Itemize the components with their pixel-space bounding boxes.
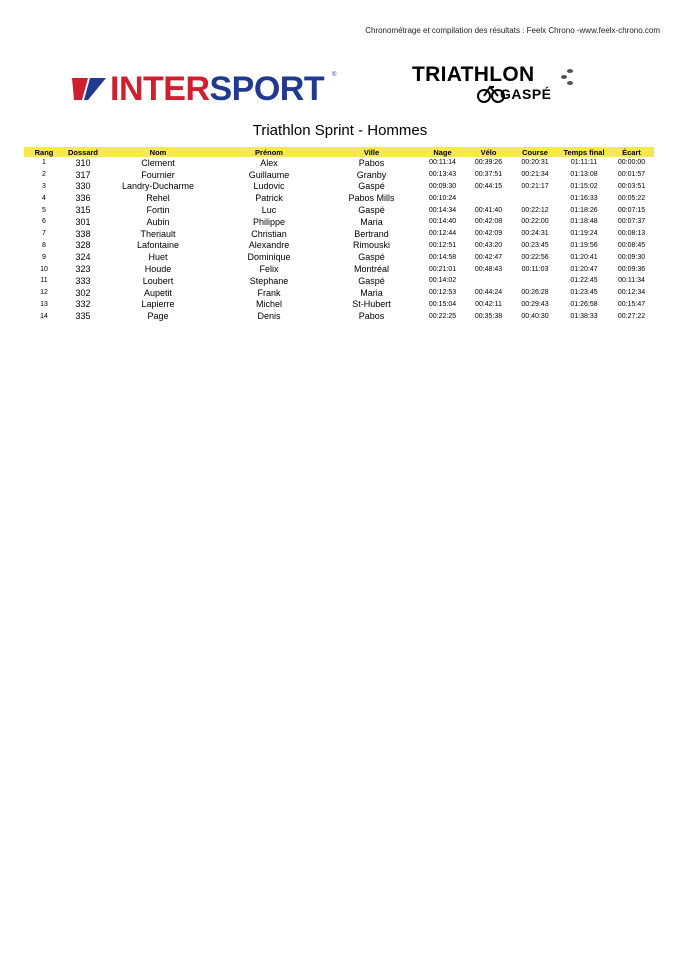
- table-cell: 00:26:28: [521, 289, 549, 297]
- table-cell: 00:21:01: [428, 265, 457, 273]
- table-cell: 00:15:04: [428, 300, 457, 308]
- table-cell: 00:11:14: [429, 159, 456, 167]
- table-cell: Aupetit: [143, 287, 173, 298]
- table-cell: 14: [40, 312, 48, 320]
- table-cell: 5: [42, 206, 46, 214]
- table-row: [24, 251, 654, 263]
- table-cell: 328: [75, 240, 91, 251]
- column-header: Course: [511, 147, 559, 157]
- table-cell: 00:22:25: [428, 312, 457, 320]
- table-cell: Gaspé: [358, 275, 385, 286]
- table-cell: 00:08:45: [617, 241, 646, 249]
- column-header: Dossard: [64, 147, 102, 157]
- table-row: [24, 228, 654, 240]
- table-cell: Luc: [261, 205, 277, 216]
- column-header: Prénom: [214, 147, 324, 157]
- table-body: [24, 157, 654, 322]
- table-row: [24, 310, 654, 322]
- table-cell: 335: [75, 311, 91, 322]
- table-cell: 00:22:56: [521, 253, 549, 261]
- table-cell: Granby: [356, 169, 387, 180]
- table-cell: Bertrand: [354, 228, 389, 239]
- results-credit: Chronométrage et compilation des résultats : Feelx Chrono -www.feelx-chrono.com: [365, 26, 660, 35]
- table-cell: 4: [42, 194, 46, 202]
- table-row: [24, 240, 654, 252]
- table-cell: 00:09:30: [617, 253, 646, 261]
- table-cell: Lapierre: [141, 299, 175, 310]
- table-cell: 00:22:00: [521, 218, 549, 226]
- table-cell: Ludovic: [253, 181, 285, 192]
- table-cell: 01:11:11: [570, 159, 598, 167]
- table-cell: 01:19:56: [570, 241, 598, 249]
- table-cell: 00:29:43: [521, 300, 549, 308]
- table-row: [24, 299, 654, 311]
- table-cell: Landry-Ducharme: [121, 181, 195, 192]
- intersport-swoosh-icon: [70, 72, 108, 104]
- table-cell: Guillaume: [248, 169, 290, 180]
- table-cell: 00:27:22: [617, 312, 646, 320]
- table-cell: 00:42:08: [474, 218, 503, 226]
- table-cell: 00:22:12: [521, 206, 549, 214]
- table-cell: Frank: [257, 287, 281, 298]
- table-cell: St-Hubert: [352, 299, 391, 310]
- table-cell: 338: [75, 228, 91, 239]
- column-header: Écart: [609, 147, 654, 157]
- table-cell: 9: [42, 253, 46, 261]
- table-cell: 01:20:41: [570, 253, 598, 261]
- table-cell: Alex: [260, 157, 278, 168]
- table-cell: Rehel: [146, 193, 170, 204]
- table-cell: 00:41:40: [474, 206, 503, 214]
- table-cell: 01:18:26: [570, 206, 598, 214]
- table-cell: Clement: [141, 157, 175, 168]
- table-cell: 00:42:47: [474, 253, 503, 261]
- table-cell: 00:15:47: [617, 300, 646, 308]
- column-header: Nom: [102, 147, 214, 157]
- table-row: [24, 275, 654, 287]
- table-cell: 00:07:15: [617, 206, 646, 214]
- table-cell: Dominique: [247, 252, 291, 263]
- table-cell: [466, 192, 511, 204]
- table-cell: 317: [75, 169, 91, 180]
- table-cell: 01:13:08: [570, 171, 598, 179]
- table-cell: 00:40:30: [521, 312, 549, 320]
- table-cell: 00:13:43: [428, 171, 457, 179]
- table-cell: 00:12:44: [428, 230, 457, 238]
- table-cell: Huet: [148, 252, 168, 263]
- table-cell: 315: [75, 205, 91, 216]
- table-header-row: [24, 147, 654, 157]
- table-cell: Fortin: [146, 205, 170, 216]
- table-cell: 11: [40, 277, 48, 285]
- table-cell: 336: [75, 193, 91, 204]
- column-header: Ville: [324, 147, 419, 157]
- table-cell: 00:14:34: [428, 206, 457, 214]
- table-cell: 01:16:33: [570, 194, 598, 202]
- table-cell: 1: [42, 159, 46, 167]
- table-cell: 00:39:26: [474, 159, 503, 167]
- table-cell: 00:11:34: [618, 277, 645, 285]
- table-cell: 00:23:45: [521, 241, 549, 249]
- column-header: Rang: [24, 147, 64, 157]
- table-cell: 12: [40, 289, 48, 297]
- table-cell: 3: [42, 182, 46, 190]
- results-table: [24, 147, 654, 322]
- column-header: Temps final: [559, 147, 609, 157]
- table-cell: 7: [42, 230, 46, 238]
- table-cell: 01:19:24: [570, 230, 598, 238]
- table-cell: Patrick: [255, 193, 283, 204]
- page-title: Triathlon Sprint - Hommes: [252, 122, 428, 139]
- table-cell: 01:26:58: [570, 300, 598, 308]
- table-cell: Pabos: [358, 311, 385, 322]
- bicycle-icon: [476, 81, 506, 105]
- table-cell: 00:21:17: [521, 182, 549, 190]
- table-cell: Maria: [360, 216, 383, 227]
- table-cell: 00:14:02: [428, 277, 457, 285]
- table-cell: Houde: [144, 264, 172, 275]
- table-row: [24, 181, 654, 193]
- table-cell: 00:42:11: [475, 300, 502, 308]
- table-row: [24, 287, 654, 299]
- table-cell: 00:00:00: [617, 159, 646, 167]
- table-row: [24, 157, 654, 169]
- triathlon-wordmark: TRIATHLON: [412, 63, 535, 86]
- column-header: Nage: [419, 147, 466, 157]
- table-cell: 00:01:57: [617, 171, 646, 179]
- table-cell: 332: [75, 299, 91, 310]
- table-cell: 00:07:37: [617, 218, 646, 226]
- footprints-icon: [558, 67, 578, 89]
- table-cell: 301: [75, 216, 91, 227]
- intersport-wordmark: INTERSPORT: [110, 70, 325, 108]
- table-cell: Montréal: [353, 264, 389, 275]
- table-cell: Gaspé: [358, 205, 385, 216]
- registered-mark: ®: [332, 72, 337, 78]
- table-cell: 01:20:47: [570, 265, 598, 273]
- table-cell: 00:11:03: [521, 265, 549, 273]
- table-cell: Rimouski: [352, 240, 390, 251]
- table-cell: 00:35:38: [474, 312, 503, 320]
- table-cell: 310: [75, 157, 91, 168]
- table-cell: 00:03:51: [617, 182, 646, 190]
- table-cell: Pabos Mills: [348, 193, 395, 204]
- table-cell: 01:22:45: [570, 277, 598, 285]
- table-cell: 00:12:34: [617, 289, 646, 297]
- intersport-logo: [70, 70, 340, 108]
- table-cell: 01:23:45: [570, 289, 598, 297]
- table-cell: 00:12:51: [428, 241, 457, 249]
- table-cell: [511, 275, 559, 287]
- table-cell: 6: [42, 218, 46, 226]
- table-cell: Aubin: [146, 216, 170, 227]
- table-cell: Loubert: [142, 275, 174, 286]
- table-cell: 302: [75, 287, 91, 298]
- table-cell: 2: [42, 171, 46, 179]
- table-cell: 10: [40, 265, 48, 273]
- table-cell: 323: [75, 264, 91, 275]
- table-cell: 00:09:30: [428, 182, 457, 190]
- table-cell: 00:12:53: [428, 289, 457, 297]
- table-cell: Michel: [255, 299, 282, 310]
- table-cell: 324: [75, 252, 91, 263]
- table-cell: 00:44:24: [474, 289, 503, 297]
- table-cell: Christian: [251, 228, 287, 239]
- table-cell: [511, 192, 559, 204]
- table-cell: Pabos: [358, 157, 385, 168]
- table-row: [24, 169, 654, 181]
- table-cell: 01:38:33: [570, 312, 598, 320]
- table-cell: Fournier: [141, 169, 175, 180]
- table-cell: 00:24:31: [521, 230, 549, 238]
- table-cell: 8: [42, 241, 46, 249]
- table-cell: 00:37:51: [474, 171, 503, 179]
- triathlon-gaspe-logo: [412, 63, 582, 111]
- table-cell: 00:14:58: [428, 253, 457, 261]
- table-cell: 00:08:13: [617, 230, 646, 238]
- table-cell: Theriault: [140, 228, 176, 239]
- table-cell: 00:10:24: [428, 194, 457, 202]
- table-cell: 00:43:20: [474, 241, 503, 249]
- table-cell: 333: [75, 275, 91, 286]
- table-cell: 00:48:43: [474, 265, 503, 273]
- table-cell: 00:20:31: [521, 159, 549, 167]
- table-cell: [466, 275, 511, 287]
- table-cell: 00:42:09: [474, 230, 503, 238]
- table-row: [24, 192, 654, 204]
- table-row: [24, 263, 654, 275]
- table-cell: Stephane: [249, 275, 289, 286]
- table-cell: Alexandre: [248, 240, 290, 251]
- table-cell: 330: [75, 181, 91, 192]
- table-cell: Felix: [259, 264, 279, 275]
- gaspe-wordmark: GASPÉ: [500, 86, 552, 102]
- table-cell: Philippe: [252, 216, 286, 227]
- table-cell: Gaspé: [358, 181, 385, 192]
- table-cell: Denis: [257, 311, 281, 322]
- table-cell: 00:44:15: [474, 182, 503, 190]
- table-cell: 00:14:40: [428, 218, 457, 226]
- table-cell: 00:05:22: [617, 194, 646, 202]
- table-cell: Lafontaine: [136, 240, 180, 251]
- table-cell: Gaspé: [358, 252, 385, 263]
- table-cell: Page: [147, 311, 169, 322]
- column-header: Vélo: [466, 147, 511, 157]
- table-cell: 00:21:34: [521, 171, 549, 179]
- table-cell: 01:18:48: [570, 218, 598, 226]
- table-row: [24, 216, 654, 228]
- table-cell: 13: [40, 300, 48, 308]
- table-cell: Maria: [360, 287, 383, 298]
- table-row: [24, 204, 654, 216]
- table-cell: 01:15:02: [570, 182, 598, 190]
- table-cell: 00:09:36: [617, 265, 646, 273]
